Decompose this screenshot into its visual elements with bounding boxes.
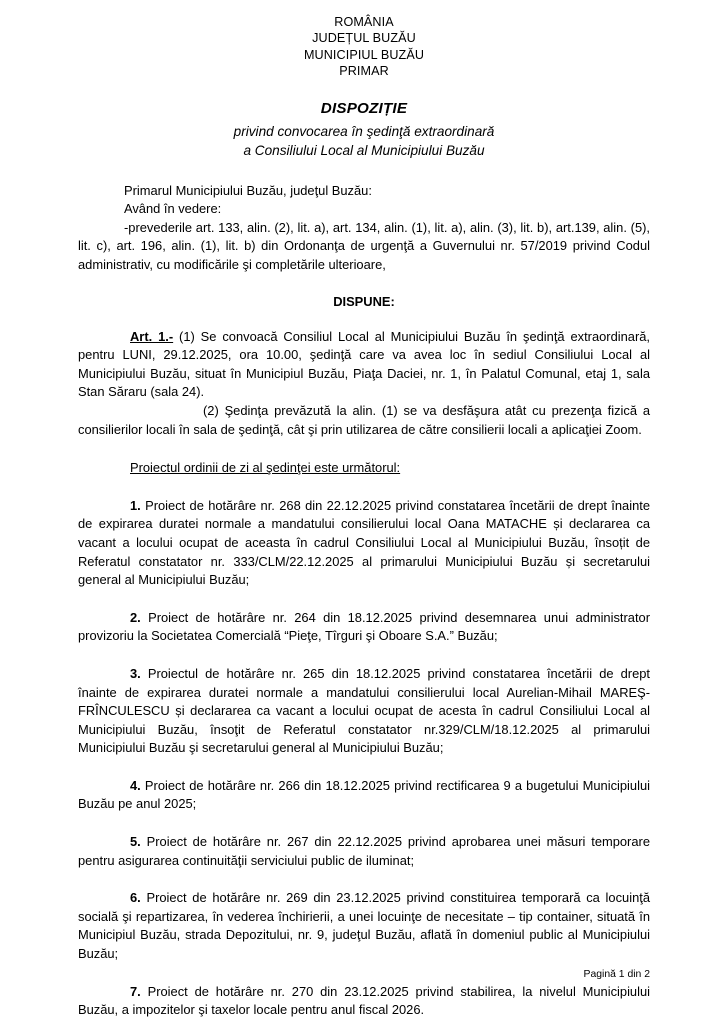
header-line-office: PRIMAR	[339, 64, 389, 79]
agenda-item	[78, 609, 650, 646]
agenda-item-number: 3.	[130, 665, 141, 681]
agenda-item-number: 6.	[130, 890, 141, 906]
agenda-item	[78, 777, 650, 814]
article-1-text: (1) Se convoacă Consiliul Local al Municipiului Buzău în şedinţă extraordinară, pentru LUNI, 29.12.2025, ora 10.00, şedinţă care va avea loc în sediul Consiliului Local al Municipiului Buzău, situat în Municipiul Buzău, Piaţa Daciei, nr. 1, în Palatul Comunal, etaj 1, sala Stan Săraru (sala 24).	[78, 328, 650, 400]
agenda-item	[78, 889, 650, 963]
agenda-intro	[78, 459, 650, 478]
dispune-heading: DISPUNE:	[333, 293, 395, 309]
document-title-block	[78, 100, 650, 160]
agenda-item-number: 2.	[130, 609, 141, 625]
agenda-item-number: 7.	[130, 983, 141, 999]
header-line-county: JUDEȚUL BUZĂU	[312, 31, 416, 46]
agenda-item-text: Proiect de hotărâre nr. 270 din 23.12.2025 privind stabilirea, la nivelul Municipiului Buzău, a impozitelor şi taxelor locale pentru anul fiscal 2026.	[78, 983, 650, 1018]
agenda-intro-text: Proiectul ordinii de zi al şedinţei este următorul:	[130, 460, 401, 476]
agenda-item	[78, 665, 650, 758]
header-line-country: ROMÂNIA	[334, 15, 394, 29]
agenda-item-text: Proiect de hotărâre nr. 267 din 22.12.2025 privind aprobarea unei măsuri temporare pentru asigurarea continuităţii serviciului public de iluminat;	[78, 834, 650, 868]
document-subtitle-line-2: a Consiliului Local al Municipiului Buzău	[243, 142, 485, 158]
agenda-item-text: Proiect de hotărâre nr. 264 din 18.12.2025 privind desemnarea unui administrator provizoriu la Societatea Comercială “Pieţe, Tîrguri şi Oboare S.A.” Buzău;	[78, 609, 650, 644]
header-line-municipality: MUNICIPIUL BUZĂU	[303, 47, 425, 62]
agenda-item-text: Proiect de hotărâre nr. 266 din 18.12.2025 privind rectificarea 9 a bugetului Municipiului Buzău pe anul 2025;	[78, 777, 650, 812]
document-header	[78, 14, 650, 80]
agenda-item-number: 1.	[130, 497, 141, 513]
agenda-item-text: Proiectul de hotărâre nr. 265 din 18.12.2025 privind constatarea încetării de drept înainte de expirarea duratei normale a mandatului consilierului local Aurelian-Mihail MAREŞ-FRÎNCULESCU și declararea ca vacant a locului ocupat de acesta în cadrul Consiliului Local al Municipiului Buzău, însoţit de Referatul constatator nr.329/CLM/18.12.2025 al primarului Municipiului Buzău şi secretarului general al Municipiului Buzău;	[78, 665, 650, 756]
document-subtitle-line-1: privind convocarea în şedinţă extraordinară	[233, 123, 495, 139]
agenda-item-number: 5.	[130, 834, 141, 850]
article-1-label: Art. 1.-	[130, 328, 174, 344]
preamble-line-mayor: Primarul Municipiului Buzău, judeţul Buzău:	[124, 182, 372, 198]
article-1-paragraph-2: (2) Şedinţa prevăzută la alin. (1) se va desfăşura atât cu prezenţa fizică a consilierilor locali în sala de şedinţă, cât şi prin utilizarea de către consilierii locali a aplicaţiei Zoom.	[78, 402, 650, 437]
page-footer: Pagină 1 din 2	[583, 969, 650, 980]
article-1-paragraph-1	[78, 328, 650, 402]
agenda-item	[78, 833, 650, 870]
agenda-item	[78, 497, 650, 590]
preamble-section	[78, 182, 650, 275]
agenda-item-text: Proiect de hotărâre nr. 269 din 23.12.2025 privind constituirea temporară ca locuinţă socială şi repartizarea, în vederea închirierii, a unei locuinţe de necesitate – tip container, situată în Municipiul Buzău, strada Depozitului, nr. 9, judeţul Buzău, aflată în domeniul public al Municipiului Buzău;	[78, 890, 650, 962]
preamble-line-considering: Având în vedere:	[124, 201, 222, 217]
agenda-item-text: Proiect de hotărâre nr. 268 din 22.12.2025 privind constatarea încetării de drept înainte de expirarea duratei normale a mandatului consilierului local Oana MATACHE și declararea ca vacant a locului ocupat de aceasta în cadrul Consiliului Local al Municipiului Buzău, însoțit de Referatul constatator nr. 333/CLM/22.12.2025 al primarului Municipiului Buzău și secretarului general al Municipiului Buzău;	[78, 497, 650, 588]
agenda-item-number: 4.	[130, 777, 141, 793]
preamble-legal-citation: -prevederile art. 133, alin. (2), lit. a), art. 134, alin. (1), lit. a), alin. (3), lit. b), art.139, alin. (5), lit. c), art. 196, alin. (1), lit. b) din Ordonanţa de urgenţă a Guvernului nr. 57/2019 privind Codul administrativ, cu modificările şi completările ulterioare,	[78, 219, 650, 272]
agenda-item	[78, 983, 650, 1020]
page-title: DISPOZIȚIE	[320, 99, 408, 117]
